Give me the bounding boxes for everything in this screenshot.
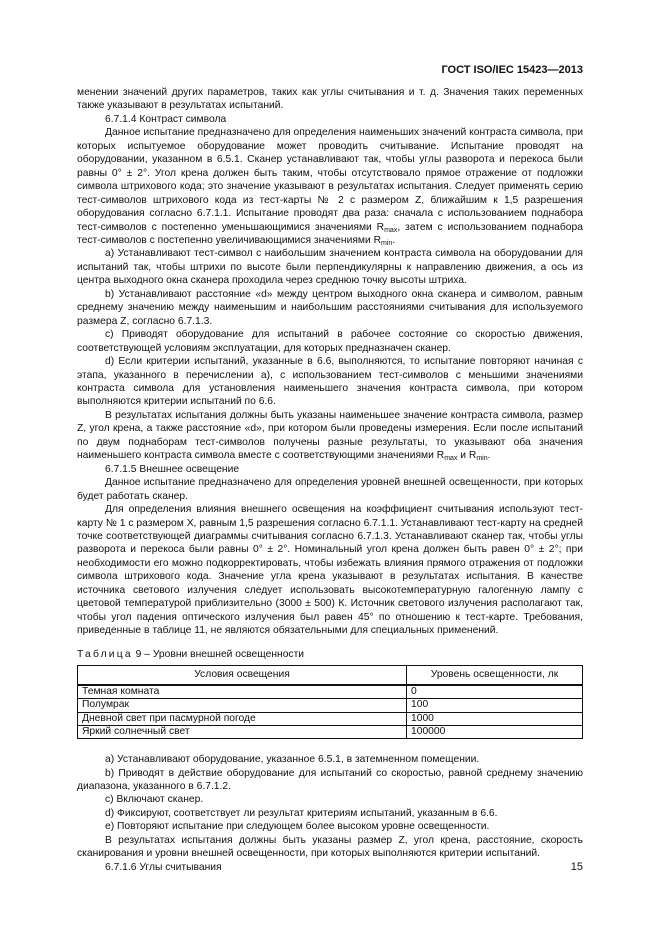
table-caption-title: 9 – Уровни внешней освещенности (132, 648, 305, 660)
paragraph-6714-results (77, 409, 583, 463)
step-c: c) Включают сканер. (105, 794, 204, 806)
level-cell: 0 (407, 685, 583, 699)
paragraph-6714-main-text-c: . (392, 234, 396, 246)
step-e: e) Повторяют испытание при следующем более высоком уровне освещенности. (105, 821, 490, 833)
paragraph-6714-main-text-a: Данное испытание предназначено для определения наименьших значений контраста символа, при которых испытуемое оборудование может проводить считывание. Испытание проводят на оборудовании, указанном в 6.5.1. Сканер устанавливают так, чтобы углы разворота и перекоса были равны 0° ± 2°. Угол крена должен быть таким, чтобы отсутствовало прямое отражение от подложки символа штрихового кода; это значение указывают в результатах испытания. Следует применять серию тест-символов штрихового кода из тест-карты № 2 с размером Z, ближайшим к 1,5 разрешения оборудования согласно 6.7.1.1. Испытание проводят два раза: сначала с использованием поднабора тест-символов с постепенно уменьшающимися значениями R (77, 127, 583, 233)
section-heading-6716: 6.7.1.6 Углы считывания (105, 861, 222, 873)
step-a: a) Устанавливают оборудование, указанное 6.5.1, в затемненном помещении. (105, 754, 480, 766)
level-cell: 100000 (407, 725, 583, 738)
section-heading-6714: 6.7.1.4 Контраст символа (105, 113, 227, 125)
page-content (77, 86, 583, 874)
table-caption-word: Таблица (77, 648, 133, 660)
table-caption (77, 648, 583, 661)
paragraph-6714-main-text-b: , затем с использованием поднабора тест-символов с постепенно увеличивающимися значениями R (77, 221, 583, 246)
section-heading-6715: 6.7.1.5 Внешнее освещение (105, 463, 240, 475)
level-cell: 100 (407, 699, 583, 712)
paragraph-6714-main (77, 126, 583, 247)
rmin-subscript: min (476, 455, 488, 463)
condition-cell: Дневной свет при пасмурной погоде (78, 712, 407, 725)
table-header-row (78, 666, 583, 686)
condition-cell: Темная комната (78, 685, 407, 699)
list-item-d: d) Если критерии испытаний, указанные в 6.6, выполняются, то испытание повторяют начиная с этапа, указанного в перечислении а), с использованием тест-символов с меньшими значениями контраста символа для установления наименьшего значения контраста символа, при котором выполняются критерии испытаний по 6.6. (77, 356, 583, 408)
list-item-a: a) Устанавливают тест-символ с наибольшим значением контраста символа на оборудовании для испытаний так, чтобы штрихи по высоте были перпендикулярны к направлению движения, а ось из центра выходного окна сканера проходила через среднюю точку высоты штриха. (77, 248, 583, 287)
results-paragraph: В результатах испытания должны быть указаны размер Z, угол крена, расстояние, скорость сканирования и уровни внешней освещенности, при которых выполняются критерии испытаний. (77, 834, 583, 860)
table-row (78, 712, 583, 725)
condition-cell: Яркий солнечный свет (78, 725, 407, 738)
level-cell: 1000 (407, 712, 583, 725)
step-d: d) Фиксируют, соответствует ли результат критериям испытаний, указанным в 6.6. (105, 807, 498, 819)
illumination-levels-table (77, 665, 583, 739)
rmin-subscript: min (381, 239, 393, 247)
rmax-subscript: max (444, 455, 458, 463)
standard-header: ГОСТ ISO/IEC 15423—2013 (441, 64, 583, 76)
page-number: 15 (570, 861, 583, 873)
table-row (78, 699, 583, 712)
column-header-condition: Условия освещения (78, 666, 407, 686)
paragraph-6714-results-end: . (487, 450, 491, 462)
paragraph-6714-results-text: В результатах испытания должны быть указаны наименьшее значение контраста символа, размер Z, угол крена, а также расстояние «d», при котором были проведены измерения. Если после испытаний по двум поднаборам тест-символов получены разные результаты, то указывают оба значения наименьшего контраста символа вместе с соответствующими значениями R (77, 409, 583, 462)
paragraph-6715-purpose: Данное испытание предназначено для определения уровней внешней освещенности, при которых будет работать сканер. (77, 477, 583, 502)
rmax-subscript: max (384, 226, 398, 234)
table-row (78, 685, 583, 699)
step-b: b) Приводят в действие оборудование для испытаний со скоростью, равной среднему значению диапазона, указанного в 6.7.1.2. (77, 767, 583, 792)
paragraph-6714-results-and: и R (457, 450, 477, 462)
list-item-b: b) Устанавливают расстояние «d» между центром выходного окна сканера и символом, равным среднему значению между наименьшим и наибольшим расстояниями считывания для используемого размера Z, согласно 6.7.1.3. (77, 288, 583, 327)
condition-cell: Полумрак (78, 699, 407, 712)
intro-paragraph: менении значений других параметров, таких как углы считывания и т. д. Значения таких переменных также указывают в результатах испытаний. (77, 87, 583, 112)
list-item-c: c) Приводят оборудование для испытаний в рабочее состояние со скоростью движения, соответствующей условиям эксплуатации, для которых предназначен сканер. (77, 329, 583, 354)
paragraph-6715-method: Для определения влияния внешнего освещения на коэффициент считывания используют тест-карту № 1 с размером X, равным 1,5 разрешения согласно 6.7.1.1. Устанавливают тест-карту на средней точке соответствующей диаграммы считывания согласно 6.7.1.3. Устанавливают сканер так, чтобы углы разворота и перекоса были равны 0° ± 2°. Номинальный угол крена должен быть равен 0° ± 2°; при необходимости его можно подкорректировать, чтобы избежать влияния прямого отражения от подложки символа штрихового кода. Значение угла крена указывают в результатах испытания. В качестве источника светового излучения следует использовать высокотемпературную галогенную лампу с цветовой температурой приблизительно (3000 ± 500) К. Источник светового излучения располагают так, чтобы угол падения оптического излучения был равен 45° по отношению к тест-карте. Требования, приведенные в таблице 11, не являются обязательными для специальных применений. (77, 504, 583, 637)
table-row (78, 725, 583, 738)
column-header-level: Уровень освещенности, лк (407, 666, 583, 686)
